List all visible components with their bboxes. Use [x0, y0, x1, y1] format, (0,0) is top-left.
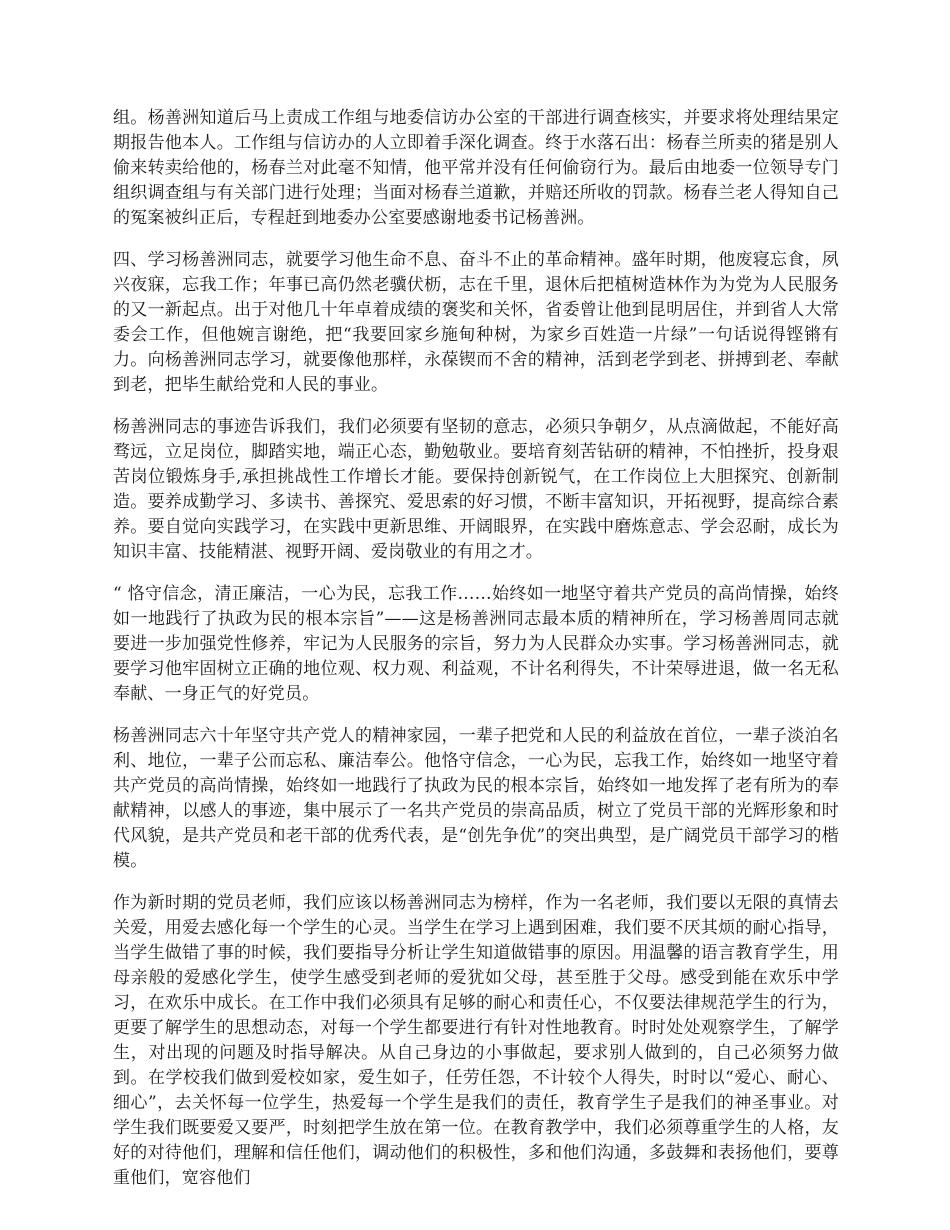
paragraph-integrity-quote: “ 恪守信念，清正廉洁，一心为民，忘我工作……始终如一地坚守着共产党员的高尚情操，始终如一地践行了执政为民的根本宗旨”——这是杨善洲同志最本质的精神所在，学习杨善周同志就要进一步加强党性修养，牢记为人民服务的宗旨，努力为人民群众办实事。学习杨善洲同志，就要学习他牢固树立正确的地位观、权力观、利益观，不计名利得失，不计荣辱进退，做一名无私奉献、一身正气的好党员。 — [113, 584, 839, 704]
paragraph-investigation-result: 组。杨善洲知道后马上责成工作组与地委信访办公室的干部进行调查核实，并要求将处理结果定期报告他本人。工作组与信访办的人立即着手深化调查。终于水落石出：杨春兰所卖的猪是别人偷来转卖给他的，杨春兰对此毫不知情，他平常并没有任何偷窃行为。最后由地委一位领导专门组织调查组与有关部门进行处理；当面对杨春兰道歉，并赔还所收的罚款。杨春兰老人得知自己的冤案被纠正后，专程赶到地委办公室要感谢地委书记杨善洲。 — [113, 108, 839, 228]
paragraph-revolutionary-spirit: 四、学习杨善洲同志，就要学习他生命不息、奋斗不止的革命精神。盛年时期，他废寝忘食，夙兴夜寐，忘我工作；年事已高仍然老骥伏枥，志在千里，退休后把植树造林作为为党为人民服务的又一新起点。出于对他几十年卓着成绩的褒奖和关怀，省委曾让他到昆明居住，并到省人大常委会工作，但他婉言谢绝，把“我要回家乡施甸种树，为家乡百姓造一片绿”一句话说得铿锵有力。向杨善洲同志学习，就要像他那样，永葆锲而不舍的精神，活到老学到老、拼搏到老、奉献到老，把毕生献给党和人民的事业。 — [113, 250, 839, 395]
paragraph-lessons-learned: 杨善洲同志的事迹告诉我们，我们必须要有坚韧的意志，必须只争朝夕，从点滴做起，不能好高骛远，立足岗位，脚踏实地，端正心态，勤勉敬业。要培育刻苦钻研的精神，不怕挫折，投身艰苦岗位锻炼身手,承担挑战性工作增长才能。要保持创新锐气，在工作岗位上大胆探究、创新制造。要养成勤学习、多读书、善探究、爱思索的好习惯，不断丰富知识，开拓视野，提高综合素养。要自觉向实践学习，在实践中更新思维、开阔眼界，在实践中磨炼意志、学会忍耐，成长为知识丰富、技能精湛、视野开阔、爱岗敬业的有用之才。 — [113, 417, 839, 562]
document-body — [113, 106, 839, 1208]
paragraph-teacher-reflection: 作为新时期的党员老师，我们应该以杨善洲同志为榜样，作为一名老师，我们要以无限的真情去关爱，用爱去感化每一个学生的心灵。当学生在学习上遇到困难，我们要不厌其烦的耐心指导，当学生做错了事的时候，我们要指导分析让学生知道做错事的原因。用温馨的语言教育学生，用母亲般的爱感化学生，使学生感受到老师的爱犹如父母，甚至胜于父母。感受到能在欢乐中学习，在欢乐中成长。在工作中我们必须具有足够的耐心和责任心，不仅要法律规范学生的行为，更要了解学生的思想动态，对每一个学生都要进行有针对性地教育。时时处处观察学生，了解学生，对出现的问题及时指导解决。从自己身边的小事做起，要求别人做到的，自己必须努力做到。在学校我们做到爱校如家，爱生如子，任劳任怨，不计较个人得失，时时以“爱心、耐心、细心”，去关怀每一位学生，热爱每一个学生是我们的责任，教育学生子是我们的神圣事业。对学生我们既要爱又要严，时刻把学生放在第一位。在教育教学中，我们必须尊重学生的人格，友好的对待他们，理解和信任他们，调动他们的积极性，多和他们沟通，多鼓舞和表扬他们，要尊重他们，宽容他们 — [113, 893, 839, 1188]
paragraph-sixty-years: 杨善洲同志六十年坚守共产党人的精神家园，一辈子把党和人民的利益放在首位，一辈子淡泊名利、地位，一辈子公而忘私、廉洁奉公。他恪守信念，一心为民，忘我工作，始终如一地坚守着共产党员的高尚情操，始终如一地践行了执政为民的根本宗旨，始终如一地发挥了老有所为的奉献精神，以感人的事迹，集中展示了一名共产党员的崇高品质，树立了党员干部的光辉形象和时代风貌，是共产党员和老干部的优秀代表，是“创先争优”的突出典型，是广阔党员干部学习的楷模。 — [113, 726, 839, 871]
